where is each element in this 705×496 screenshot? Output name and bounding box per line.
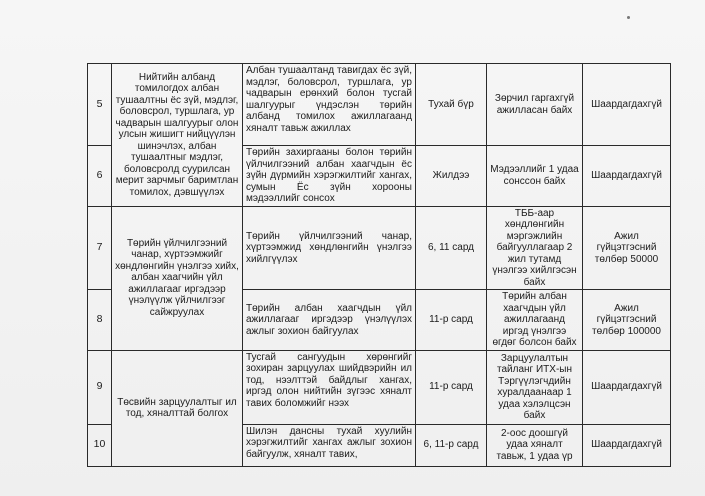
indicator-cell: Зарцуулалтын тайланг ИТХ-ын Тэргүүлэгчдийн хуралдаанаар 1 удаа хэлэлцсэн байх [487, 350, 583, 424]
budget-cell: Шаардагдахгүй [583, 146, 671, 207]
row-number: 10 [88, 424, 112, 466]
indicator-cell: Мэдээллийг 1 удаа сонссон байх [487, 146, 583, 207]
budget-cell: Ажил гүйцэтгэсний төлбөр 50000 [583, 206, 671, 290]
row-number: 6 [88, 146, 112, 207]
table-row [88, 350, 671, 424]
indicator-cell: 2-оос доошгүй удаа хяналт тавьж, 1 удаа үр [487, 424, 583, 466]
row-number: 8 [88, 290, 112, 351]
time-cell: Жилдээ [416, 146, 487, 207]
budget-cell: Шаардагдахгүй [583, 424, 671, 466]
indicator-cell: Төрийн албан хаагчдын үйл ажиллагаанд иргэд үнэлгээ өгдөг болсон байх [487, 290, 583, 351]
table-row [88, 64, 671, 146]
table-row [88, 206, 671, 290]
time-cell: 11-р сард [416, 290, 487, 351]
time-cell: 11-р сард [416, 350, 487, 424]
row-number: 7 [88, 206, 112, 290]
action-cell: Төрийн захиргааны болон төрийн үйлчилгээний албан хаагчдын ёс зүйн дүрмийн хэрэгжилтийг хангах, сумын Ёс зүйн хорооны мэдээллийг сонсох [243, 146, 416, 207]
action-cell: Албан тушаалтанд тавигдах ёс зүй, мэдлэг, боловсрол, туршлага, ур чадварын ерөнхий болон тусгай шалгуурыг үндэслэн төрийн албанд томилох ажиллагаанд хяналт тавьж ажиллах [243, 64, 416, 146]
topic-cell: Төсвийн зарцуулалтыг ил тод, хяналттай болгох [112, 350, 243, 466]
indicator-cell: ТББ-аар хөндлөнгийн мэргэжлийн байгууллагаар 2 жил тутамд үнэлгээ хийлгэсэн байх [487, 206, 583, 290]
action-cell: Тусгай сангуудын хөрөнгийг зохиран зарцуулах шийдвэрийн ил тод, нээлттэй байдлыг хангах, иргэд олон нийтийн зүгээс хяналт тавих боломжийг нээх [243, 350, 416, 424]
topic-cell: Нийтийн албанд томилогдох албан тушаалтны ёс зүй, мэдлэг, боловсрол, туршлага, ур чадварын шалгуурыг олон улсын жишигт нийцүүлэн шинэчлэх, албан тушаалтныг мэдлэг, боловсролд суурилсан мерит зарчмыг баримтлан томилох, дэвшүүлэх [112, 64, 243, 207]
action-cell: Төрийн үйлчилгээний чанар, хүртээмжид хөндлөнгийн үнэлгээ хийлгүүлэх [243, 206, 416, 290]
topic-cell: Төрийн үйлчилгээний чанар, хүртээмжийг хөндлөнгийн үнэлгээ хийх, албан хаагчийн үйл ажиллагааг иргэдээр үнэлүүлж үйлчилгээг сайжруулах [112, 206, 243, 350]
time-cell: Тухай бүр [416, 64, 487, 146]
budget-cell: Шаардагдахгүй [583, 64, 671, 146]
time-cell: 6, 11-р сард [416, 424, 487, 466]
action-plan-table [87, 63, 671, 467]
budget-cell: Шаардагдахгүй [583, 350, 671, 424]
action-cell: Шилэн дансны тухай хуулийн хэрэгжилтийг хангах ажлыг зохион байгуулж, хяналт тавих, [243, 424, 416, 466]
indicator-cell: Зөрчил гаргахгүй ажилласан байх [487, 64, 583, 146]
budget-cell: Ажил гүйцэтгэсний төлбөр 100000 [583, 290, 671, 351]
row-number: 5 [88, 64, 112, 146]
time-cell: 6, 11 сард [416, 206, 487, 290]
scan-speck [627, 16, 630, 19]
row-number: 9 [88, 350, 112, 424]
action-cell: Төрийн албан хаагчдын үйл ажиллагааг иргэдээр үнэлүүлэх ажлыг зохион байгуулах [243, 290, 416, 351]
